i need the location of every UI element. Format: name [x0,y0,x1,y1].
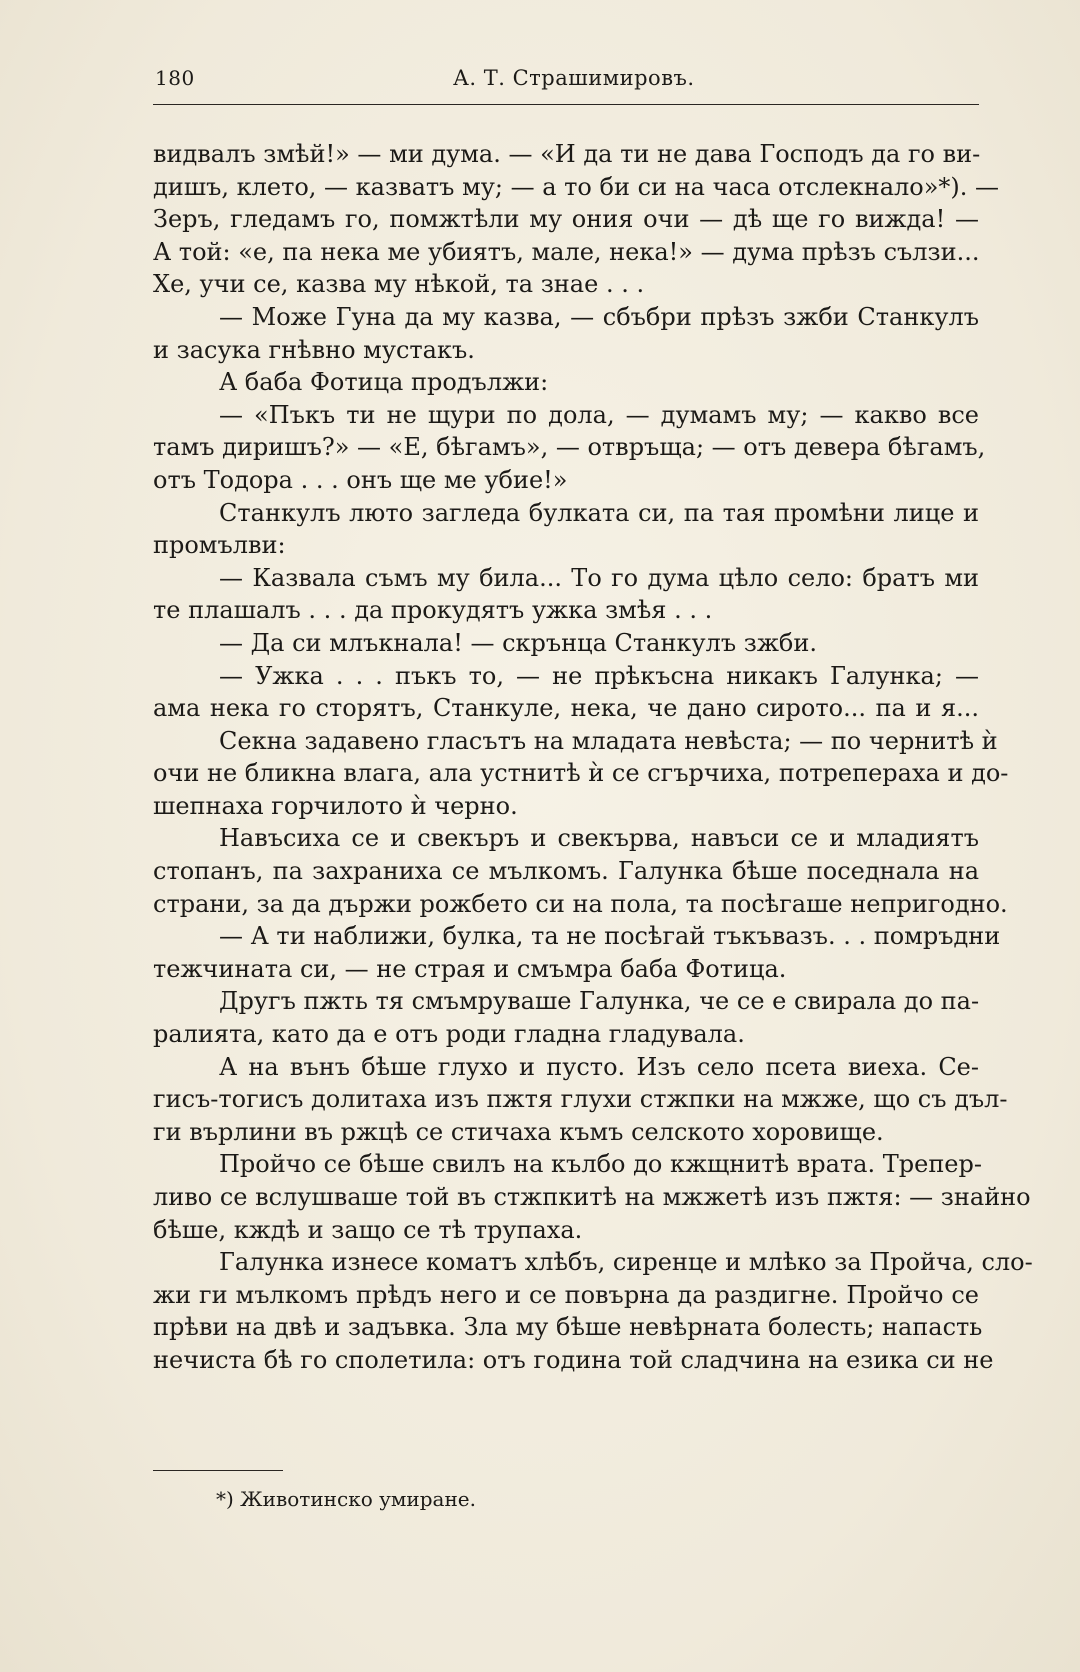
text-line: Пройчо се бѣше свилъ на кълбо до кжщнитѣ врата. Трепер- [219,1150,982,1179]
text-line: промълви: [153,531,286,560]
text-line: ама нека го сторятъ, Станкуле, нека, че дано сирото... па и я... [153,694,979,723]
text-line: и засука гнѣвно мустакъ. [153,335,475,364]
page-number: 180 [155,66,195,90]
text-line: ливо се вслушваше той въ стжпкитѣ на мжжетѣ изъ пжтя: — знайно [153,1183,1031,1211]
text-line: — А ти наближи, булка, та не посѣгай тъкъвазъ. . . помръдни [219,922,1001,951]
text-line: А той: «е, па нека ме убиятъ, мале, нека!» — дума прѣзъ сълзи... [153,237,980,266]
text-line: Секна задавено гласътъ на младата невѣста; — по чернитѣ ѝ [219,726,998,755]
footnote-rule [153,1470,283,1471]
text-line: прѣви на двѣ и задъвка. Зла му бѣше невѣрната болесть; напасть [153,1313,983,1342]
text-line: страни, за да държи рожбето си на пола, та посѣгаше непригодно. [153,889,1008,918]
text-line: нечиста бѣ го сполетила: отъ година той сладчина на езика си не [153,1345,994,1374]
text-line: ги върлини въ ржцѣ се стичаха къмъ селското хоровище. [153,1117,884,1146]
text-line: — Ужка . . . пъкъ то, — не прѣкъсна никакъ Галунка; — [219,661,979,690]
text-line: тамъ диришъ?» — «Е, бѣгамъ», — отвръща; — отъ девера бѣгамъ, [153,433,986,462]
text-line: — Да си млъкнала! — скрънца Станкулъ зжби. [219,628,817,657]
text-line: А на вънъ бѣше глухо и пусто. Изъ село псета виеха. Се- [219,1052,979,1081]
text-line: дишъ, клето, — казватъ му; — а то би си на часа отслекнало»*). — [153,172,1000,201]
text-line: ралията, като да е отъ роди гладна гладувала. [153,1020,745,1049]
text-line: Другъ пжть тя смъмруваше Галунка, че се е свирала до па- [219,987,980,1016]
text-line: Зеръ, гледамъ го, помжтѣли му ония очи — дѣ ще го вижда! — [153,205,979,234]
page-header [153,64,979,108]
text-line: бѣше, кждѣ и защо се тѣ трупаха. [153,1215,583,1244]
text-line: — Може Гуна да му казва, — сбъбри прѣзъ зжби Станкулъ [219,302,979,331]
running-head: А. Т. Страшимировъ. [453,66,695,90]
header-rule [153,104,979,105]
text-line: А баба Фотица продължи: [219,368,549,397]
text-line: Станкулъ люто загледа булката си, па тая промѣни лице и [219,498,979,527]
text-line: стопанъ, па захраниха се мълкомъ. Галунка бѣше поседнала на [153,857,979,886]
text-line: гисъ-тогисъ долитаха изъ пжтя глухи стжпки на мжже, що съ дъл- [153,1085,1008,1114]
footnote: *) Животинско умиране. [216,1487,476,1511]
text-line: тежчината си, — не страя и смъмра баба Фотица. [153,954,787,983]
text-line: — «Пъкъ ти не щури по дола, — думамъ му; — какво все [219,400,979,429]
text-line: те плашалъ . . . да прокудятъ ужка змѣя . . . [153,596,713,625]
text-line: Хе, учи се, казва му нѣкой, та знае . . . [153,270,645,299]
text-line: — Казвала съмъ му била... То го дума цѣло село: братъ ми [219,563,979,592]
body-text [153,138,1033,1377]
text-line: очи не бликна влага, ала устнитѣ ѝ се сгърчиха, потреперaха и до- [153,759,1009,788]
text-line: Галунка изнесе коматъ хлѣбъ, сиренце и млѣко за Пройча, сло- [219,1248,1033,1277]
text-line: Навъсиха се и свекъръ и свекърва, навъси се и младиятъ [219,824,979,853]
text-line: жи ги мълкомъ прѣдъ него и се повърна да раздигне. Пройчо се [153,1280,979,1309]
text-line: видвалъ змѣй!» — ми дума. — «И да ти не дава Господъ да го ви- [153,140,981,168]
text-line: отъ Тодора . . . онъ ще ме убие!» [153,465,568,494]
text-line: шепнаха горчилото ѝ черно. [153,791,518,820]
